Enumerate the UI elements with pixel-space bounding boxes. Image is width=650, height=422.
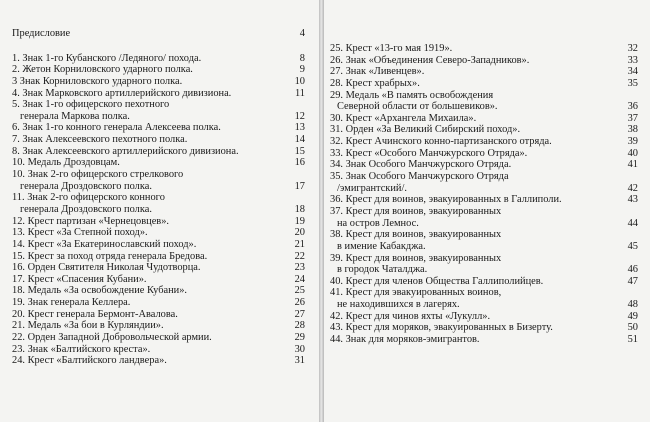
toc-entry-page: 35 — [627, 77, 638, 89]
toc-entry-page: 34 — [627, 66, 638, 78]
toc-entry-page: 44 — [627, 217, 638, 229]
toc-entry-page: 23 — [294, 262, 305, 274]
toc-entry-line — [12, 251, 305, 263]
toc-entry-page: 40 — [627, 147, 638, 159]
toc-entry-page: 49 — [627, 310, 638, 322]
toc-entry-line — [330, 229, 638, 241]
toc-entry-line — [330, 159, 638, 171]
toc-entry-line — [330, 299, 638, 311]
toc-entry-page: 20 — [294, 227, 305, 239]
toc-entry-line — [330, 43, 638, 55]
toc-entry-line — [12, 192, 305, 204]
toc-entry-page: 21 — [294, 238, 305, 250]
toc-entry-page: 22 — [294, 250, 305, 262]
toc-entry-page: 24 — [294, 273, 305, 285]
toc-entry-page: 14 — [294, 134, 305, 146]
toc-entry-line — [12, 134, 305, 146]
toc-entry-line — [330, 206, 638, 218]
toc-entry-page: 37 — [627, 112, 638, 124]
toc-entry-line — [12, 216, 305, 228]
toc-entry-line — [12, 76, 305, 88]
toc-entry-line — [330, 194, 638, 206]
toc-entry-text: в имение Кабакджа. — [337, 240, 426, 252]
toc-entry-text: 12. Крест партизан «Чернецовцев». — [12, 215, 170, 227]
toc-entry-page: 33 — [627, 54, 638, 66]
toc-entry-line — [12, 99, 305, 111]
toc-entry-line — [12, 88, 305, 100]
toc-entry-line — [330, 276, 638, 288]
toc-entry-text: /эмигрантский/. — [337, 182, 407, 194]
toc-entry-line — [330, 101, 638, 113]
toc-right-list — [330, 43, 638, 346]
toc-entry-page: 28 — [294, 320, 305, 332]
toc-entry-page: 15 — [294, 145, 305, 157]
toc-entry-line — [330, 78, 638, 90]
toc-entry-line — [330, 66, 638, 78]
toc-entry-text: 28. Крест храбрых». — [330, 77, 420, 89]
toc-entry-text: 19. Знак генерала Келлера. — [12, 297, 131, 309]
toc-entry-text: 25. Крест «13-го мая 1919». — [330, 43, 453, 54]
toc-entry-text: 13. Крест «За Степной поход». — [12, 227, 148, 239]
toc-entry-line — [330, 55, 638, 67]
toc-entry-page: 29 — [294, 332, 305, 344]
toc-entry-text: 36. Крест для воинов, эвакуированных в Галлиполи. — [330, 194, 562, 206]
toc-entry-text: 7. Знак Алексеевского пехотного полка. — [12, 134, 188, 146]
toc-entry-page: 12 — [294, 110, 305, 122]
toc-entry-line — [12, 297, 305, 309]
toc-entry-line — [12, 181, 305, 193]
toc-entry-text: генерала Дроздовского полка. — [20, 180, 152, 192]
toc-entry-text: 44. Знак для моряков-эмигрантов. — [330, 334, 480, 346]
toc-entry-page: 48 — [627, 299, 638, 311]
toc-entry-text: 39. Крест для воинов, эвакуированных — [330, 252, 502, 264]
toc-entry-line — [12, 157, 305, 169]
toc-left-list — [12, 53, 305, 367]
toc-entry-text: 40. Крест для членов Общества Галлиполийцев. — [330, 275, 544, 287]
toc-entry-text: не находившихся в лагерях. — [337, 299, 460, 311]
toc-entry-page: 8 — [299, 52, 305, 64]
left-page — [0, 0, 319, 422]
toc-entry-line — [12, 320, 305, 332]
toc-entry-line — [12, 227, 305, 239]
toc-entry-page: 38 — [627, 124, 638, 136]
toc-entry-line — [330, 183, 638, 195]
toc-entry-line — [12, 309, 305, 321]
toc-entry-line — [330, 241, 638, 253]
toc-entry-text: 8. Знак Алексеевского артиллерийского дивизиона. — [12, 145, 239, 157]
toc-entry-page: 42 — [627, 182, 638, 194]
toc-entry-line — [330, 264, 638, 276]
toc-entry-text: 16. Орден Святителя Николая Чудотворца. — [12, 262, 201, 274]
toc-entry-page: 30 — [294, 343, 305, 355]
toc-entry-line — [12, 53, 305, 65]
toc-entry-line — [12, 285, 305, 297]
toc-entry-page: 31 — [294, 355, 305, 367]
toc-entry-page: 18 — [294, 203, 305, 215]
toc-entry-text: 31. Орден «За Великий Сибирский поход». — [330, 124, 521, 136]
toc-entry-text: 41. Крест для эвакуированных воинов, — [330, 287, 502, 299]
toc-entry-line — [330, 218, 638, 230]
toc-entry-line — [12, 274, 305, 286]
toc-entry-text: 27. Знак «Ливенцев». — [330, 66, 425, 78]
toc-entry-page: 43 — [627, 194, 638, 206]
toc-entry-line — [330, 334, 638, 346]
toc-entry-text: 18. Медаль «За освобождение Кубани». — [12, 285, 188, 297]
toc-entry-page: 39 — [627, 136, 638, 148]
toc-entry-line — [330, 311, 638, 323]
toc-entry-text: в городок Чаталджа. — [337, 264, 428, 276]
toc-entry-page: 46 — [627, 264, 638, 276]
toc-entry-text: на остров Лемнос. — [337, 217, 419, 229]
toc-entry-text: 29. Медаль «В память освобождения — [330, 89, 494, 101]
toc-entry-page: 9 — [299, 64, 305, 76]
toc-entry-page: 10 — [294, 75, 305, 87]
toc-entry-line — [330, 287, 638, 299]
toc-entry-page: 45 — [627, 240, 638, 252]
right-page — [324, 0, 650, 422]
toc-entry-line — [330, 113, 638, 125]
toc-entry-text: 14. Крест «За Екатеринославский поход». — [12, 238, 197, 250]
toc-spacer — [12, 40, 305, 53]
toc-entry-text: Северной области от большевиков». — [337, 101, 498, 113]
toc-entry-text: 38. Крест для воинов, эвакуированных — [330, 229, 502, 241]
toc-entry-line — [330, 322, 638, 334]
toc-entry-page: 13 — [294, 122, 305, 134]
toc-entry-text: 4. Знак Марковского артиллерийского дивизиона. — [12, 87, 232, 99]
toc-entry-page: 41 — [627, 159, 638, 171]
toc-entry-text: 15. Крест за поход отряда генерала Бредова. — [12, 250, 208, 262]
toc-entry-text: 24. Крест «Балтийского ландвера». — [12, 355, 167, 367]
toc-entry-line — [12, 64, 305, 76]
toc-entry-line — [12, 355, 305, 367]
toc-entry-text: генерала Дроздовского полка. — [20, 203, 152, 215]
toc-entry-text: 21. Медаль «За бои в Курляндии». — [12, 320, 164, 332]
toc-entry-page: 16 — [294, 157, 305, 169]
toc-entry-text: 3 Знак Корниловского ударного полка. — [12, 75, 183, 87]
toc-entry-text: 30. Крест «Архангела Михаила». — [330, 112, 477, 124]
toc-entry-page: 25 — [294, 285, 305, 297]
toc-entry-page: 11 — [294, 87, 305, 99]
toc-entry-line — [330, 148, 638, 160]
toc-entry-text: 42. Крест для чинов яхты «Лукулл». — [330, 310, 491, 322]
toc-entry-page: 50 — [627, 322, 638, 334]
toc-entry-page: 47 — [627, 275, 638, 287]
toc-entry-line — [12, 122, 305, 134]
toc-entry-text: 35. Знак Особого Манчжурского Отряда — [330, 171, 509, 183]
toc-entry-text: 10. Медаль Дроздовцам. — [12, 157, 120, 169]
toc-entry-text: 20. Крест генерала Бермонт-Авалова. — [12, 308, 178, 320]
toc-entry-line — [330, 171, 638, 183]
toc-entry-text: 23. Знак «Балтийского креста». — [12, 343, 151, 355]
toc-entry-line — [12, 169, 305, 181]
toc-entry-line — [330, 124, 638, 136]
toc-entry-text: 26. Знак «Объединения Северо-Западников». — [330, 54, 530, 66]
toc-entry-text: 1. Знак 1-го Кубанского /Ледяного/ похода. — [12, 52, 202, 64]
toc-entry-line — [12, 146, 305, 158]
toc-entry-text: 34. Знак Особого Манчжурского Отряда. — [330, 159, 512, 171]
toc-entry-text: 10. Знак 2-го офицерского стрелкового — [12, 169, 184, 181]
toc-entry-line — [12, 111, 305, 123]
toc-entry-line — [12, 344, 305, 356]
toc-entry-page: 32 — [627, 43, 638, 54]
toc-entry-page: 17 — [294, 180, 305, 192]
toc-entry-text: 2. Жетон Корниловского ударного полка. — [12, 64, 193, 76]
toc-entry-text: 43. Крест для моряков, эвакуированных в Бизерту. — [330, 322, 553, 334]
toc-entry-text: 22. Орден Западной Добровольческой армии. — [12, 332, 212, 344]
toc-entry-text: 37. Крест для воинов, эвакуированных — [330, 205, 502, 217]
toc-entry-text: 17. Крест «Спасения Кубани». — [12, 273, 147, 285]
toc-entry-text: 33. Крест «Особого Манчжурского Отряда». — [330, 147, 528, 159]
toc-entry-page: 26 — [294, 297, 305, 309]
toc-entry-text: 32. Крест Ачинского конно-партизанского отряда. — [330, 136, 552, 148]
toc-preface — [12, 28, 305, 40]
toc-entry-line — [12, 332, 305, 344]
toc-preface-title: Предисловие — [12, 28, 71, 39]
toc-entry-line — [12, 262, 305, 274]
toc-entry-text: 6. Знак 1-го конного генерала Алексеева полка. — [12, 122, 221, 134]
toc-entry-page: 19 — [294, 215, 305, 227]
toc-preface-page: 4 — [299, 28, 305, 39]
toc-entry-line — [12, 239, 305, 251]
toc-entry-line — [12, 204, 305, 216]
toc-entry-page: 51 — [627, 334, 638, 346]
toc-entry-line — [330, 253, 638, 265]
toc-entry-text: генерала Маркова полка. — [20, 110, 130, 122]
toc-entry-line — [330, 90, 638, 102]
toc-entry-text: 5. Знак 1-го офицерского пехотного — [12, 99, 170, 111]
toc-entry-text: 11. Знак 2-го офицерского конного — [12, 192, 165, 204]
toc-entry-line — [330, 136, 638, 148]
toc-entry-page: 27 — [294, 308, 305, 320]
toc-entry-page: 36 — [627, 101, 638, 113]
